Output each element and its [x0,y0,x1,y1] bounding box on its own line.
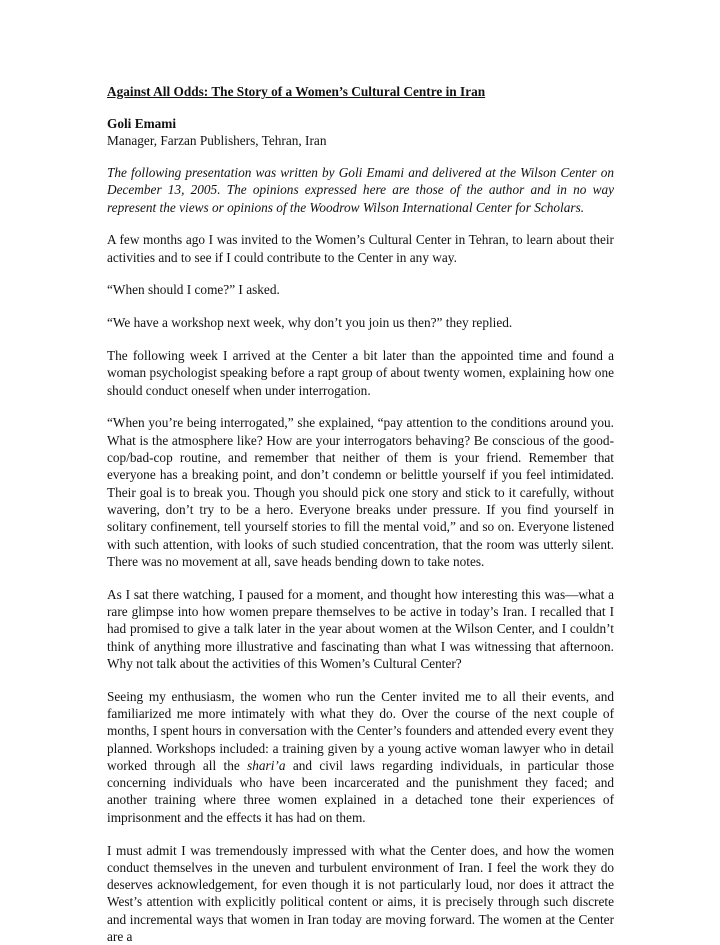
paragraph-7-text-before: Seeing my enthusiasm, the women who run the Center invited me to all their events, and familiarized me more intimately with what they do. Over the course of the next couple of months, I spent hours in conversation with the Center’s founders and attended every event they planned. Workshops included: a training given by a young active woman lawyer who in detail worked through all the [107,689,614,773]
paragraph-8: I must admit I was tremendously impressed with what the Center does, and how the women conduct themselves in the uneven and turbulent environment of Iran. I feel the work they do deserves acknowledgement, for even though it is not particularly loud, nor does it attract the West’s attention with explicitly political content or aims, it is precisely through such discrete and incremental ways that women in Iran today are moving forward. The women at the Center are a [107,842,614,945]
paragraph-6: As I sat there watching, I paused for a moment, and thought how interesting this was—what a rare glimpse into how women prepare themselves to be active in today’s Iran. I recalled that I had promised to give a talk later in the year about women at the Wilson Center, and I couldn’t think of anything more illustrative and fascinating than what I was witnessing that afternoon. Why not talk about the activities of this Women’s Cultural Center? [107,586,614,672]
document-title: Against All Odds: The Story of a Women’s Cultural Centre in Iran [107,83,614,100]
author-name: Goli Emami [107,115,614,132]
paragraph-4: The following week I arrived at the Center a bit later than the appointed time and found a woman psychologist speaking before a rapt group of about twenty women, explaining how one should conduct oneself when under interrogation. [107,347,614,399]
paragraph-7-text-after: and civil laws regarding individuals, in particular those concerning individuals who have been incarcerated and the punishment they faced; and another training where three women explained in a detached tone their experiences of imprisonment and the effects it has had on them. [107,758,614,825]
paragraph-7 [107,688,614,826]
paragraph-5: “When you’re being interrogated,” she explained, “pay attention to the conditions around you. What is the atmosphere like? How are your interrogators behaving? Be conscious of the good-cop/bad-cop routine, and remember that neither of them is your friend. Remember that everyone has a breaking point, and don’t condemn or belittle yourself if you feel intimidated. Their goal is to break you. Though you should pick one story and stick to it carefully, without wavering, don’t try to be a hero. Everyone breaks under pressure. If you find yourself in solitary confinement, tell yourself stories to fill the mental void,” and so on. Everyone listened with such attention, with looks of such studied concentration, that the room was utterly silent. There was no movement at all, save heads bending down to take notes. [107,414,614,570]
paragraph-3: “We have a workshop next week, why don’t you join us then?” they replied. [107,314,614,331]
author-role: Manager, Farzan Publishers, Tehran, Iran [107,132,614,149]
paragraph-2: “When should I come?” I asked. [107,281,614,298]
paragraph-7-emphasis: shari’a [247,758,285,773]
paragraph-1: A few months ago I was invited to the Women’s Cultural Center in Tehran, to learn about their activities and to see if I could contribute to the Center in any way. [107,231,614,266]
intro-note: The following presentation was written by Goli Emami and delivered at the Wilson Center on December 13, 2005. The opinions expressed here are those of the author and in no way represent the views or opinions of the Woodrow Wilson International Center for Scholars. [107,164,614,216]
